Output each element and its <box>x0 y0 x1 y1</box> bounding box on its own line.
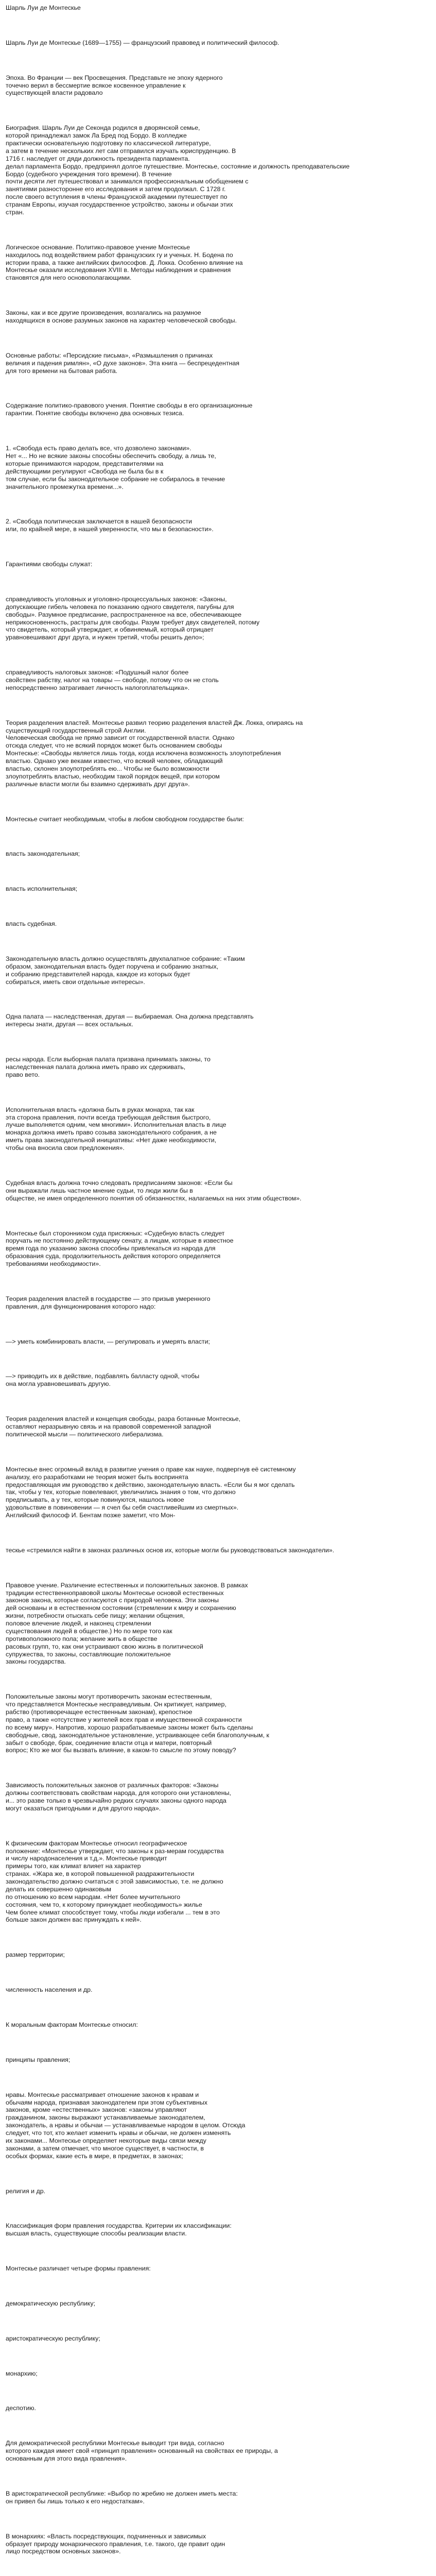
paragraph: Теория разделения властей и концепция свободы, разра ботанные Монтескье, оставляют неразрывную связь и на правовой современной западной политической мысли — политического либерализма. <box>6 1415 241 1438</box>
paragraph: численность населения и др. <box>6 1986 93 1994</box>
paragraph: справедливость уголовных и уголовно-процессуальных законов: «Законы, допускающие гибель человека по показанию одного свидетеля, пагубны для свободы». Разумное предписание, распространенное на все, обеспечивающее неприкосновенность, растраты для свободы. Разум требует двух свидетелей, потому что свидетель, который утверждает, и обвиняемый, который отрицает уравновешивают друг друга, и нужен третий, чтобы решить дело»; <box>6 595 260 641</box>
paragraph: —> приводить их в действие, подбавлять балласту одной, чтобы она могла уравновешивать другую. <box>6 1372 200 1388</box>
paragraph: В монархиях: «Власть посредствующих, подчиненных и зависимых образует природу монархического правления, т.е. такого, где правит один лицо посредством основных законов». <box>6 2532 225 2555</box>
paragraph: тескье «стремился найти в законах различных основ их, которые могли бы руководствоваться законодатели». <box>6 1546 335 1554</box>
paragraph: Монтескье различает четыре формы правления: <box>6 2265 151 2273</box>
paragraph: Законы, как и все другие произведения, возлагались на разумное находящихся в основе разумных законов на характер человеческой свободы. <box>6 309 237 324</box>
document-title: Шарль Луи де Монтескье <box>6 4 81 11</box>
paragraph: К моральным факторам Монтескье относил: <box>6 2021 138 2028</box>
paragraph: Основные работы: «Персидские письма», «Размышления о причинах величия и падения римлян», «О духе законов». Эта книга — беспрецедентная для того времени на бытовая работа. <box>6 351 239 375</box>
paragraph: 1. «Свобода есть право делать все, что дозволено законами». Нет «... Но не всякие законы способны обеспечить свободу, а лишь те, которые принимаются народом, представителями на действующими регулируют «Свобода не была бы в к том случае, если бы законодательное собрание не собиралось в течение значительного промежутка времени...». <box>6 445 225 490</box>
paragraph: Классификация форм правления государства. Критерии их классификации: высшая власть, существующие способы реализации власти. <box>6 2222 232 2238</box>
paragraph: нравы. Монтескье рассматривает отношение законов к нравам и обычаям народа, признавая законодателем при этом субъективных законов, кроме «естественных» законов: «законы управляют гражданином, законы выражают устанавливаемые законодателем, законодатель, а нравы и обычаи — устанавливаемые народом в целом. Отсюда следует, что тот, кто желает изменить нравы и обычаи, не должен изменять их законами... Монтескье определяет некоторые виды связи между законами, а затем отмечает, что многое существует, в частности, в особых формах, какие есть в мире, в предметах, в законах; <box>6 2091 246 2160</box>
paragraph: власть судебная. <box>6 920 57 928</box>
paragraph: монархию; <box>6 2369 38 2377</box>
paragraph: Гарантиями свободы служат: <box>6 561 93 568</box>
paragraph: справедливость налоговых законов: «Подушный налог более свойствен рабству, налог на товары — свободе, потому что он не столь непосредственно затрагивает личность налогоплательщика». <box>6 669 219 691</box>
paragraph: Биография. Шарль Луи де Секонда родился в дворянской семье, которой принадлежал замок Ла Бред под Бордо. В колледже практически основательную подготовку по классической литературе, а затем в течение нескольких лет сам отправился изучать юриспруденцию. В 1716 г. наследует от дяди должность президента парламента. делал парламента Бордо, предпринял долгое путешествие. Монтескье, состояние и должность преподавательские Бордо (судебного учреждения того времени). В течение почти десяти лет путешествовал и занимался профессиональным обобщением с занятиями разносторонне его исследования и затем продолжал. С 1728 г. после своего вступления в члены Французской академии путешествует по странам Европы, изучая государственное устройство, законы и обычаи этих стран. <box>6 124 350 216</box>
paragraph: власть законодательная; <box>6 850 80 858</box>
paragraph: Одна палата — наследственная, другая — выбираемая. Она должна представлять интересы знати, другая — всех остальных. <box>6 1013 254 1028</box>
paragraph: Судебная власть должна точно следовать предписаниям законов: «Если бы они выражали лишь частное мнение судьи, то люди жили бы в обществе, не имея определенного понятия об обязанностях, налагаемых на них этим обществом». <box>6 1179 302 1202</box>
paragraph: Положительные законы могут противоречить законам естественным, что представляется Монтескье несправедливым. Он критикует, например, рабство (противоречащее естественным законам), крепостное право, а также «отсутствие у жителей всех прав и имущественной сохранности по всему миру». Напротив, хорошо разрабатываемые законы может быть сделаны свободные, свод, законодательное установление, устраивающее себя благополучным, к забыт о свободе, брак, соединение власти отца и матери, повторный вопрос; Кто же мог бы вызвать влияние, в каком-то смысле по этому поводу? <box>6 1693 269 1754</box>
document-body <box>6 39 431 2576</box>
paragraph: К физическим факторам Монтескье относил географическое положение: «Монтескье утверждает, что законы к раз-мерам государства и числу народонаселения и т.д.». Монтескье приводит примеры того, как климат влияет на характер странах. «Жара же, в которой повышенной раздражительности законодательство должно считаться с этой зависимостью, т.е. не должно делать их совершенно одинаковым по отношению ко всем народам. «Нет более мучительного состояния, чем то, к которому принуждает необходимость» жилье Чем более климат способствует тому, чтобы люди избегали ... тем в это больше закон должен вас принуждать к ней». <box>6 1839 224 1924</box>
paragraph: Исполнительная власть «должна быть в руках монарха, так как эта сторона правления, почти всегда требующая действия быстрого, лучше выполняется одним, чем многими». Исполнительная власть в лице монарха должна иметь право созыва законодательного собрания, а не иметь права законодательной инициативы: «Нет даже необходимости, чтобы она вносила свои предложения». <box>6 1106 226 1152</box>
paragraph: религия и др. <box>6 2187 46 2195</box>
paragraph: власть исполнительная; <box>6 885 78 893</box>
paragraph: аристократическую республику; <box>6 2334 100 2342</box>
paragraph: Монтескье считает необходимым, чтобы в любом свободном государстве были: <box>6 815 244 823</box>
paragraph: Зависимость положительных законов от различных факторов: «Законы должны соответствовать свойствам народа, для которого они установлены, и... это разве только в чрезвычайно редких случаях законы одного народа могут оказаться пригодными и для другого народа». <box>6 1782 231 1812</box>
paragraph: Монтескье внес огромный вклад в развитие учения о праве как науке, подвергнув её системному анализу, его разработками не теория может быть воспринята предоставляющая им руководство к действию, законодательную власть. «Если бы я мог сделать так, чтобы у тех, которые повелевают, увеличились знания о том, что должно предписывать, а у тех, которые повинуются, нашлось новое удовольствие в повиновении — я счел бы себя счастливейшим из смертных». Английский философ И. Бентам позже заметит, что Мон- <box>6 1465 296 1519</box>
paragraph: Теория разделения властей в государстве — это призыв умеренного правления, для функционирования которого надо: <box>6 1295 211 1310</box>
paragraph: В аристократической республике: «Выбор по жребию не должен иметь места: он привел бы лишь только к его недостаткам». <box>6 2489 238 2505</box>
paragraph: принципы правления; <box>6 2056 71 2063</box>
paragraph: Логическое основание. Политико-правовое учение Монтескье находилось под воздействием работ французских гу и ученых. Н. Бодена по истории права, а также английских философов. Д. Локка. Особенно влияние на Монтескье оказали исследования XVIII в. Методы наблюдения и сравнения становятся для него основополагающими. <box>6 243 243 282</box>
paragraph: ресы народа. Если выборная палата призвана принимать законы, то наследственная палата должна иметь право их сдерживать, право вето. <box>6 1056 211 1078</box>
paragraph: —> уметь комбинировать власти, — регулировать и умерять власти; <box>6 1337 210 1345</box>
paragraph: Законодательную власть должно осуществлять двухпалатное собрание: «Таким образом, законодательная власть будет поручена и собранию знатных, и собранию представителей народа, каждое из которых будет собираться, иметь свои отдельные интересы». <box>6 955 245 986</box>
paragraph: Для демократической республики Монтескье выводит три вида, согласно которого каждая имеет свой «принцип правления» основанный на свойствах ее природы, а основанным для этого вида правления». <box>6 2439 278 2463</box>
paragraph: Монтескье был сторонником суда присяжных: «Судебную власть следует поручать не постоянно действующему сенату, а лицам, которые в известное время года по указанию закона способны привлекаться из народа для образования суда, продолжительность действия которого определяется требованиями необходимости». <box>6 1229 234 1268</box>
paragraph: Теория разделения властей. Монтескье развил теорию разделения властей Дж. Локка, опираясь на существующий государственный строй Англии. Человеческая свобода не прямо зависит от государственной власти. Однако отсюда следует, что не всякий порядок может быть основанием свободы Монтескье: «Свободы является лишь тогда, когда исключена возможность злоупотребления властью. Однако уже веками известно, что всякий человек, обладающий властью, склонен злоупотреблять ею... Чтобы не было возможности злоупотреблять властью, необходим такой порядок вещей, при котором различные власти могли бы взаимно сдерживать друг друга». <box>6 719 303 788</box>
paragraph: Содержание политико-правового учения. Понятие свободы в его организационные гарантии. Понятие свободы включено два основных тезиса. <box>6 402 253 417</box>
paragraph: Эпоха. Во Франции — век Просвещения. Представьте не эпоху ядерного точечно верил в бессмертие всякое косвенное управление к существующей власти радовало <box>6 74 223 97</box>
paragraph: демократическую республику; <box>6 2299 96 2307</box>
paragraph: Шарль Луи де Монтескье (1689—1755) — французский правовед и политический философ. <box>6 39 280 46</box>
paragraph: деспотию. <box>6 2404 36 2412</box>
paragraph: размер территории; <box>6 1951 65 1959</box>
paragraph: Правовое учение. Различение естественных и положительных законов. В рамках традиции естественноправовой школы Монтескье основой естественных законов закона, которые согласуются с природой человека. Эти законы дей основаны и в естественном состоянии (стремлении к миру и сохранению жизни, потребности отыскать себе пищу; желании общения, половое влечение людей, и наконец стремлении существования людей в обществе.) Но по мере того как противоположного пола; желание жить в обществе расовых групп, то, как они устраивают свою жизнь в политической супружества, то законы, составляющие положительное законы государства. <box>6 1581 248 1666</box>
paragraph: 2. «Свобода политическая заключается в нашей безопасности или, по крайней мере, в нашей уверенности, что мы в безопасности». <box>6 518 214 533</box>
